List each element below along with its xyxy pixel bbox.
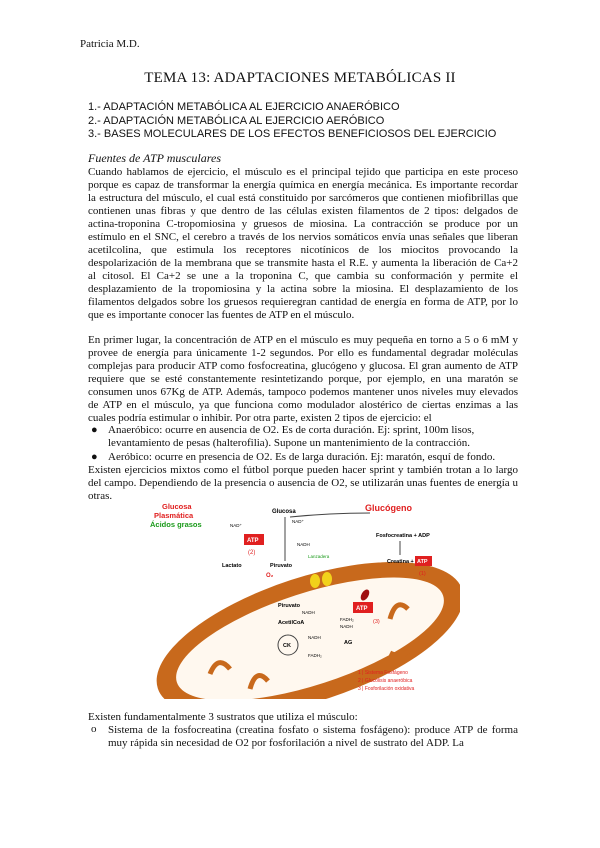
index-item: 3.- BASES MOLECULARES DE LOS EFECTOS BENEFICIOSOS DEL EJERCICIO xyxy=(88,128,497,140)
svg-text:FADH₂: FADH₂ xyxy=(308,653,322,658)
svg-text:3 | Fosforilación oxidativa: 3 | Fosforilación oxidativa xyxy=(358,686,415,692)
section-heading: Fuentes de ATP musculares xyxy=(88,151,221,165)
svg-text:O₂: O₂ xyxy=(266,573,274,579)
svg-text:AcetilCoA: AcetilCoA xyxy=(278,620,305,626)
svg-text:NADH: NADH xyxy=(308,635,321,640)
svg-text:ATP: ATP xyxy=(417,559,428,565)
svg-text:ATP: ATP xyxy=(247,538,259,544)
svg-text:ATP: ATP xyxy=(356,606,368,612)
atp-sources-diagram xyxy=(140,499,460,699)
svg-text:NADH: NADH xyxy=(302,610,315,615)
svg-text:FADH₂: FADH₂ xyxy=(340,617,354,622)
svg-text:Creatina +: Creatina + xyxy=(387,559,414,565)
glucogeno-label: Glucógeno xyxy=(365,503,412,513)
svg-text:NAD⁺: NAD⁺ xyxy=(292,519,304,524)
bullet-icon: ● xyxy=(91,424,98,436)
svg-text:Fosfocreatina + ADP: Fosfocreatina + ADP xyxy=(376,533,430,539)
svg-text:(1): (1) xyxy=(419,571,426,577)
svg-text:(2): (2) xyxy=(248,550,256,556)
svg-text:2 | Glucólisis anaeróbica: 2 | Glucólisis anaeróbica xyxy=(358,678,413,684)
glucosa-label: Glucosa xyxy=(272,509,296,515)
bullet-item: ● Aeróbico: ocurre en presencia de O2. Es de larga duración. Ej: maratón, esquí de fondo. xyxy=(91,451,496,463)
paragraph-3: Existen ejercicios mixtos como el fútbol porque pueden hacer sprint y también trotan a lo largo del campo. Dependiendo de la presencia o ausencia de O2, se utilizarán unas fuentes de energía u otras. xyxy=(88,464,518,502)
svg-text:CK: CK xyxy=(283,643,291,649)
acidos-grasos-label: Ácidos grasos xyxy=(150,520,202,529)
shuttle-circle xyxy=(310,574,320,588)
svg-text:NAD⁺: NAD⁺ xyxy=(230,523,242,528)
svg-text:(3): (3) xyxy=(373,619,380,625)
index-item: 2.- ADAPTACIÓN METABÓLICA AL EJERCICIO AERÓBICO xyxy=(88,114,385,127)
shuttle-circle xyxy=(322,572,332,586)
svg-text:1 | Sistema Fosfágeno: 1 | Sistema Fosfágeno xyxy=(358,670,408,676)
circle-bullet-icon: o xyxy=(91,723,97,735)
topic-index xyxy=(88,101,496,142)
svg-text:Lanzadera: Lanzadera xyxy=(308,554,330,559)
svg-text:Lactato: Lactato xyxy=(222,563,242,569)
glucosa-plasmatica-label: Glucosa xyxy=(162,502,192,511)
paragraph-2: En primer lugar, la concentración de ATP en el músculo es muy pequeña en torno a 5 o 6 mM y provee de energía para únicamente 1-2 segundos. Por ello es fundamental degradar moléculas complejas para producir ATP como fosfocreatina, glucógeno y glucosa. El gran aumento de ATP requiere que se esté constantemente resintetizando porque, por ejemplo, en una maratón se consumen unos 67Kg de ATP. Además, tampoco podemos mantener unos niveles muy elevados de ATP en el músculo, ya que funciona como modulador alostérico de ciertas enzimas a las cuales podría estimular o inhibir. Por otra parte, existen 2 tipos de ejercicio: el xyxy=(88,334,518,424)
glycogen-arrow xyxy=(290,513,370,517)
svg-text:Piruvato: Piruvato xyxy=(278,603,301,609)
author-name: Patricia M.D. xyxy=(80,38,140,50)
sub-bullet-item: o Sistema de la fosfocreatina (creatina fosfato o sistema fosfágeno): produce ATP de forma muy rápida sin necesidad de O2 por fosforilación a nivel de sustrato del ADP. La xyxy=(91,723,518,749)
svg-text:NADH: NADH xyxy=(340,624,353,629)
page-title: TEMA 13: ADAPTACIONES METABÓLICAS II xyxy=(144,70,456,86)
bullet-icon: ● xyxy=(91,451,98,463)
index-item: 1.- ADAPTACIÓN METABÓLICA AL EJERCICIO ANAERÓBICO xyxy=(88,101,400,113)
svg-text:AG: AG xyxy=(344,640,353,646)
bullet-item: ● Anaeróbico: ocurre en ausencia de O2. Es de corta duración. Ej: sprint, 100m lisos, levantamiento de pesas (halterofilia). Supone un mantenimiento de la contracción. xyxy=(91,424,475,449)
plasmatica-label: Plasmática xyxy=(154,511,194,520)
svg-text:NADH: NADH xyxy=(297,542,310,547)
paragraph-4: Existen fundamentalmente 3 sustratos que utiliza el músculo: xyxy=(88,711,358,723)
paragraph-1: Cuando hablamos de ejercicio, el músculo es el principal tejido que participa en este proceso porque es capaz de transformar la energía química en energía mecánica. Es importante recordar la estructura del músculo, el cual está constituido por sarcómeros que contienen miofibrillas que contienen unas fibras y que dentro de las células existen filamentos de 2 tipos: delgados de actina-troponina C-tropomiosina y gruesos de miosina. La contracción se produce por un estímulo en el SNC, el cerebro a través de los nervios somáticos envía unas señales que liberan acetilcolina, que estimula los receptores nicotínicos de los miocitos provocando la despolarización de la membrana que se transmite hasta el R.E. y aumenta la liberación de Ca+2 al citosol. El Ca+2 se une a la troponina C, que cambia su conformación y permite el desplazamiento de la tropomiosina y la actina sobre la miosina. El desplazamiento de los filamentos delgados sobre los gruesos requieregran cantidad de energía en forma de ATP, por lo que es importante conocer las fuentes de ATP en el músculo. xyxy=(88,166,518,321)
svg-text:Piruvato: Piruvato xyxy=(270,563,293,569)
